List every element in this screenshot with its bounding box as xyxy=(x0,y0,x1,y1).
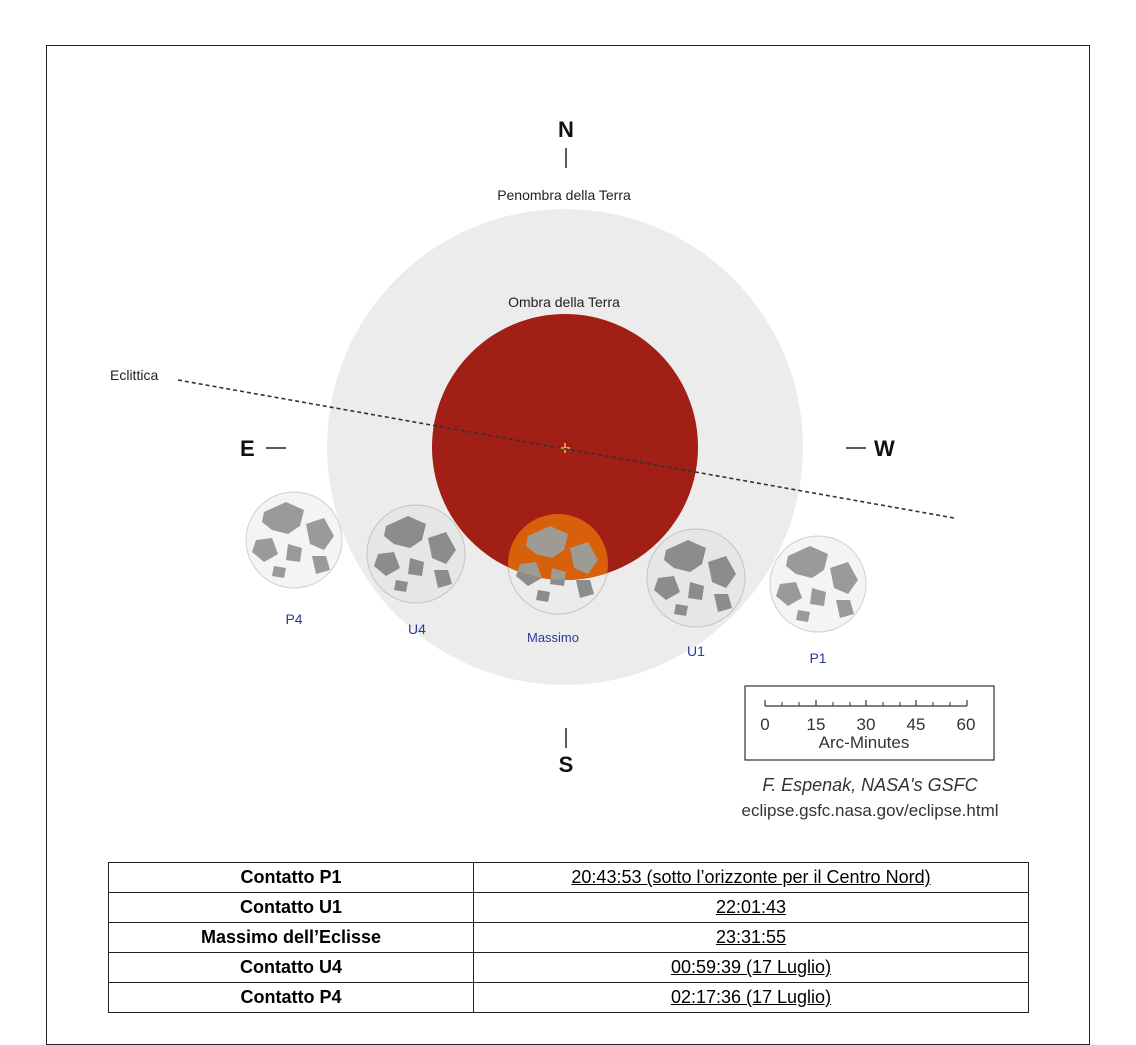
contact-label: Massimo dell’Eclisse xyxy=(109,923,474,953)
ecliptic-label: Eclittica xyxy=(110,367,159,383)
moon-u1 xyxy=(647,529,745,627)
contact-time: 23:31:55 xyxy=(474,923,1029,953)
compass-south: S xyxy=(558,752,574,777)
table-row xyxy=(109,863,1029,893)
scale-box xyxy=(745,686,994,760)
umbra-label: Ombra della Terra xyxy=(508,294,620,310)
moon-label-u1: U1 xyxy=(687,643,705,659)
table-row xyxy=(109,983,1029,1013)
moon-label-p4: P4 xyxy=(285,611,303,627)
contact-label: Contatto P1 xyxy=(109,863,474,893)
contact-time: 00:59:39 (17 Luglio) xyxy=(474,953,1029,983)
scale-tick-15: 15 xyxy=(806,715,826,734)
moon-u4 xyxy=(367,505,465,603)
penumbra-label: Penombra della Terra xyxy=(497,187,631,203)
credit-url: eclipse.gsfc.nasa.gov/eclipse.html xyxy=(741,801,999,820)
table-row xyxy=(109,893,1029,923)
compass-east: E xyxy=(240,436,255,461)
contacts-table xyxy=(108,862,1029,1013)
scale-unit: Arc-Minutes xyxy=(818,733,910,752)
compass-north: N xyxy=(558,117,574,142)
moon-label-p1: P1 xyxy=(809,650,827,666)
moon-p4 xyxy=(246,492,342,588)
credit-author: F. Espenak, NASA's GSFC xyxy=(762,775,978,795)
scale-tick-45: 45 xyxy=(906,715,926,734)
table-row xyxy=(109,953,1029,983)
moon-label-massimo: Massimo xyxy=(526,630,580,645)
contact-label: Contatto U1 xyxy=(109,893,474,923)
contact-label: Contatto P4 xyxy=(109,983,474,1013)
contact-label: Contatto U4 xyxy=(109,953,474,983)
moon-p1 xyxy=(770,536,866,632)
table-row xyxy=(109,923,1029,953)
contact-time: 20:43:53 (sotto l’orizzonte per il Centro Nord) xyxy=(474,863,1029,893)
contact-time: 22:01:43 xyxy=(474,893,1029,923)
compass-west: W xyxy=(874,436,895,461)
contact-time: 02:17:36 (17 Luglio) xyxy=(474,983,1029,1013)
scale-tick-60: 60 xyxy=(956,715,976,734)
scale-tick-30: 30 xyxy=(856,715,876,734)
scale-tick-0: 0 xyxy=(760,715,770,734)
moon-label-u4: U4 xyxy=(408,621,426,637)
